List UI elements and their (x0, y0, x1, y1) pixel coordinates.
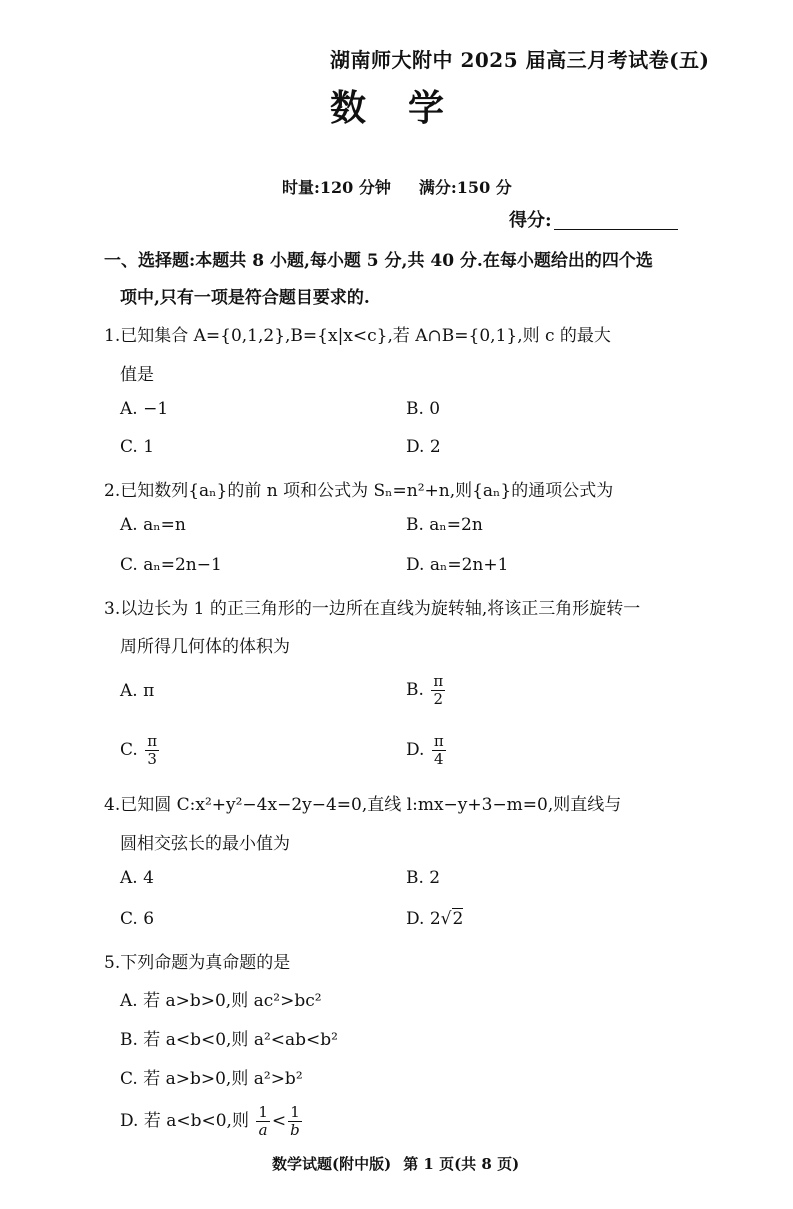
footer-page-number: 第 1 页(共 8 页) (403, 1155, 520, 1173)
section1-instruction-line2: 项中,只有一项是符合题目要求的. (120, 288, 370, 308)
fraction-denominator: 3 (147, 750, 157, 768)
q3-stem-line1: 3.以边长为 1 的正三角形的一边所在直线为旋转轴,将该正三角形旋转一 (104, 599, 641, 619)
fraction-denominator: a (258, 1121, 268, 1139)
q4-stem-line1: 4.已知圆 C:x²+y²−4x−2y−4=0,直线 l:mx−y+3−m=0,则直线与 (104, 795, 622, 815)
q5-option-a: A. 若 a>b>0,则 ac²>bc² (120, 991, 322, 1011)
score-field (509, 206, 678, 232)
q5-option-d-fraction-1 (256, 1104, 270, 1139)
exam-header-title: 湖南师大附中 2025 届高三月考试卷(五) (330, 48, 710, 72)
q3-option-c-label: C. (120, 740, 138, 760)
q4-option-d (406, 909, 463, 929)
q5-option-d-prefix: D. 若 a<b<0,则 (120, 1111, 249, 1131)
q3-stem-line2: 周所得几何体的体积为 (120, 637, 290, 657)
fraction-denominator: 2 (433, 690, 444, 708)
q3-option-d (406, 733, 448, 768)
q2-option-a: A. aₙ=n (120, 515, 186, 535)
radicand: 2 (452, 909, 464, 929)
q4-option-d-label: D. 2 (406, 909, 441, 929)
q3-option-b (406, 673, 447, 708)
q4-option-b: B. 2 (406, 868, 441, 888)
q2-option-d: D. aₙ=2n+1 (406, 555, 509, 575)
fraction-denominator: 4 (434, 750, 444, 768)
q3-option-c (120, 733, 161, 768)
fraction-numerator: π (433, 672, 444, 690)
fraction-numerator: 1 (290, 1103, 300, 1121)
q4-stem-line2: 圆相交弦长的最小值为 (120, 834, 290, 854)
score-label: 得分: (509, 210, 552, 231)
fraction-numerator: π (147, 732, 158, 750)
q1-option-c: C. 1 (120, 437, 155, 457)
fraction-numerator: π (433, 732, 444, 750)
q5-option-c: C. 若 a>b>0,则 a²>b² (120, 1069, 303, 1089)
q2-option-b: B. aₙ=2n (406, 515, 483, 535)
footer-doc-name: 数学试题(附中版) (272, 1155, 392, 1173)
q2-option-c: C. aₙ=2n−1 (120, 555, 222, 575)
score-blank-line (554, 211, 678, 230)
q2-stem: 2.已知数列{aₙ}的前 n 项和公式为 Sₙ=n²+n,则{aₙ}的通项公式为 (104, 481, 614, 501)
q5-option-d-fraction-2 (288, 1104, 302, 1139)
q1-option-a: A. −1 (120, 399, 169, 419)
q1-stem-line2: 值是 (120, 365, 154, 385)
q1-option-b: B. 0 (406, 399, 441, 419)
q3-option-b-label: B. (406, 680, 424, 700)
q5-stem: 5.下列命题为真命题的是 (104, 953, 291, 973)
fraction-numerator: 1 (258, 1103, 268, 1121)
q5-option-b: B. 若 a<b<0,则 a²<ab<b² (120, 1030, 338, 1050)
q1-stem-line1: 1.已知集合 A={0,1,2},B={x|x<c},若 A∩B={0,1},则 c 的最大 (104, 326, 611, 346)
q4-option-a: A. 4 (120, 868, 154, 888)
q3-option-c-fraction (145, 733, 159, 768)
q3-option-d-fraction (432, 733, 446, 768)
q3-option-a: A. π (120, 681, 155, 701)
q4-option-c: C. 6 (120, 909, 155, 929)
fraction-denominator: b (290, 1121, 300, 1139)
q1-option-d: D. 2 (406, 437, 441, 457)
subject-title: 数学 (330, 87, 487, 129)
section1-instruction-line1: 一、选择题:本题共 8 小题,每小题 5 分,共 40 分.在每小题给出的四个选 (104, 251, 653, 271)
q5-option-d (120, 1104, 304, 1139)
square-root: √2 (440, 909, 464, 929)
time-info: 时量:120 分钟 (282, 178, 391, 197)
q3-option-b-fraction (431, 673, 445, 708)
q3-option-d-label: D. (406, 740, 425, 760)
exam-info (282, 175, 512, 198)
full-score: 满分:150 分 (418, 178, 512, 197)
less-than-sign: < (271, 1111, 287, 1131)
page-footer (272, 1153, 519, 1174)
